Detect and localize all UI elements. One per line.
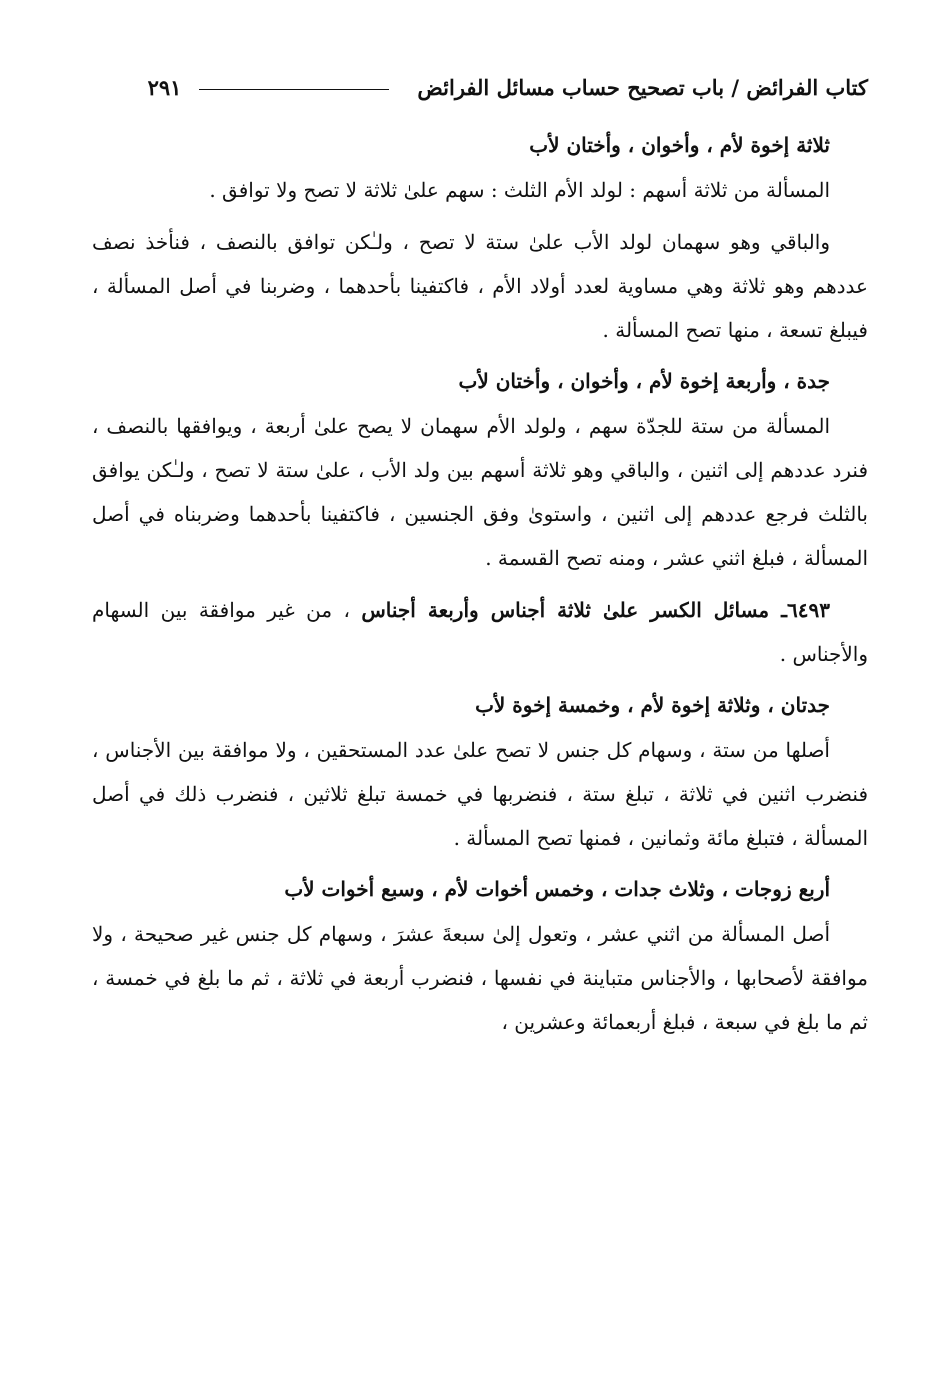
- heading-case-4: أربع زوجات ، وثلاث جدات ، وخمس أخوات لأم ، وسبع أخوات لأب: [284, 877, 830, 901]
- page-number: ٢٩١: [147, 74, 182, 100]
- page-body: [92, 124, 868, 1044]
- paragraph: المسألة من ثلاثة أسهم : لولد الأم الثلث : سهم علىٰ ثلاثة لا تصح ولا توافق .: [209, 178, 830, 202]
- header-title: كتاب الفرائض / باب تصحيح حساب مسائل الفرائض: [417, 74, 868, 100]
- running-header: [92, 66, 868, 108]
- section-title-rest: ، من غير موافقة بين السهام والأجناس .: [92, 598, 868, 666]
- numbered-section: [92, 588, 868, 676]
- heading-case-1: ثلاثة إخوة لأم ، وأخوان ، وأختان لأب: [529, 133, 830, 157]
- paragraph: والباقي وهو سهمان لولد الأب علىٰ ستة لا تصح ، ولـٰكن توافق بالنصف ، فنأخذ نصف عددهم وهو ثلاثة وهي مساوية لعدد أولاد الأم ، فاكتفينا بأحدهما ، وضربنا في أصل المسألة ، فيبلغ تسعة ، منها تصح المسألة .: [92, 230, 868, 342]
- section-title: ٦٤٩٣ـ مسائل الكسر علىٰ ثلاثة أجناس وأربعة أجناس: [361, 598, 830, 622]
- paragraph: أصل المسألة من اثني عشر ، وتعول إلىٰ سبعةَ عشرَ ، وسهام كل جنس غير صحيحة ، ولا موافقة لأصحابها ، والأجناس متباينة في نفسها ، فنضرب أربعة في ثلاثة ، ثم ما بلغ في خمسة ، ثم ما بلغ في سبعة ، فبلغ أربعمائة وعشرين ،: [92, 922, 868, 1034]
- header-rule: [199, 89, 389, 90]
- paragraph: المسألة من ستة للجدّة سهم ، ولولد الأم سهمان لا يصح علىٰ أربعة ، ويوافقها بالنصف ، فنرد عددهم إلى اثنين ، والباقي وهو ثلاثة أسهم بين ولد الأب ، علىٰ ستة لا تصح ، ولـٰكن يوافق بالثلث فرجع عددهم إلى اثنين ، واستوىٰ وفق الجنسين ، فاكتفينا بأحدهما وضربناه في أصل المسألة ، فبلغ اثني عشر ، ومنه تصح القسمة .: [92, 414, 868, 570]
- heading-case-3: جدتان ، وثلاثة إخوة لأم ، وخمسة إخوة لأب: [475, 693, 830, 717]
- book-page: [92, 66, 868, 1052]
- paragraph: أصلها من ستة ، وسهام كل جنس لا تصح علىٰ عدد المستحقين ، ولا موافقة بين الأجناس ، فنضرب اثنين في ثلاثة ، تبلغ ستة ، فنضربها في خمسة تبلغ ثلاثين ، فنضرب ذلك في أصل المسألة ، فتبلغ مائة وثمانين ، فمنها تصح المسألة .: [92, 738, 868, 850]
- heading-case-2: جدة ، وأربعة إخوة لأم ، وأخوان ، وأختان لأب: [458, 369, 830, 393]
